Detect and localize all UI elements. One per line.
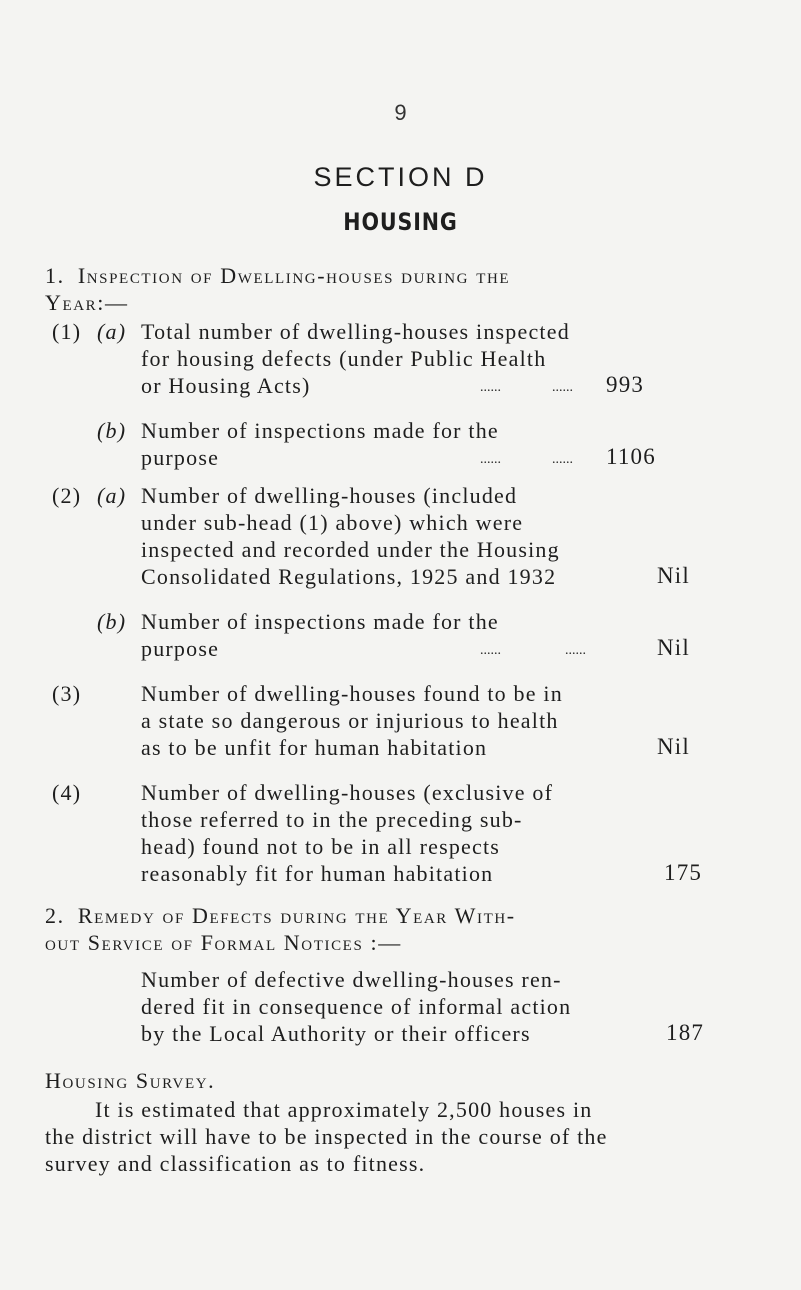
item-1a-line2: for housing defects (under Public Health [141, 346, 547, 371]
item-4-line4: reasonably fit for human habitation [141, 861, 494, 886]
item-1b-dots2: ...... [552, 452, 573, 467]
item-1a-line1: Total number of dwelling-houses inspected [141, 319, 570, 344]
item-4-line3: head) found not to be in all respects [141, 834, 501, 859]
s2-line1: Number of defective dwelling-houses ren- [141, 967, 562, 992]
item-4-number: (4) [52, 780, 82, 805]
s1-heading-text: Inspection of Dwelling-houses during the [77, 263, 511, 288]
main-heading: HOUSING [343, 208, 458, 236]
item-2a-value: Nil [657, 563, 690, 588]
s2-heading-line1 [45, 902, 516, 929]
page-number: 9 [394, 100, 407, 125]
item-1b-value: 1106 [606, 444, 656, 469]
item-4-line2: those referred to in the preceding sub- [141, 807, 523, 832]
item-1b-line2: purpose [141, 445, 220, 470]
item-4-line1: Number of dwelling-houses (exclusive of [141, 780, 554, 805]
item-3-line1: Number of dwelling-houses found to be in [141, 681, 563, 706]
item-1b-dots1: ...... [480, 452, 501, 467]
s2-heading-text: Remedy of Defects during the Year With- [77, 903, 516, 928]
item-2a-line2: under sub-head (1) above) which were [141, 510, 524, 535]
item-2b-value: Nil [657, 635, 690, 660]
s2-line3: by the Local Authority or their officers [141, 1021, 531, 1046]
item-1a-dots2: ...... [552, 380, 573, 395]
item-1a-dots1: ...... [480, 380, 501, 395]
s2-line2: dered fit in consequence of informal action [141, 994, 572, 1019]
item-3-line2: a state so dangerous or injurious to health [141, 708, 559, 733]
s2-value: 187 [666, 1020, 705, 1045]
s2-heading-number: 2. [45, 903, 65, 928]
item-2a-line4: Consolidated Regulations, 1925 and 1932 [141, 564, 557, 589]
item-2b-dots2: ...... [565, 643, 586, 658]
item-1a-letter: (a) [97, 319, 127, 344]
item-2b-line1: Number of inspections made for the [141, 609, 499, 634]
s3-line3: survey and classification as to fitness. [45, 1151, 426, 1176]
item-1-number: (1) [52, 319, 82, 344]
s3-line1: It is estimated that approximately 2,500 houses in [95, 1097, 593, 1122]
item-3-line3: as to be unfit for human habitation [141, 735, 488, 760]
s1-heading-line1 [45, 262, 510, 289]
s2-heading-line2: out Service of Formal Notices :— [45, 930, 402, 955]
s1-heading-number: 1. [45, 263, 65, 288]
item-1b-letter: (b) [97, 418, 127, 443]
s3-line2: the district will have to be inspected in the course of the [45, 1124, 608, 1149]
item-2a-line3: inspected and recorded under the Housing [141, 537, 560, 562]
item-4-value: 175 [664, 860, 703, 885]
item-2b-letter: (b) [97, 609, 127, 634]
s1-heading-line2: Year:— [45, 290, 129, 315]
item-2-number: (2) [52, 483, 82, 508]
item-2a-line1: Number of dwelling-houses (included [141, 483, 518, 508]
section-title: SECTION D [313, 162, 488, 192]
item-1b-line1: Number of inspections made for the [141, 418, 499, 443]
item-2b-dots1: ...... [480, 643, 501, 658]
item-2b-line2: purpose [141, 636, 220, 661]
item-3-number: (3) [52, 681, 82, 706]
item-3-value: Nil [657, 734, 690, 759]
item-1a-value: 993 [606, 372, 645, 397]
item-1a-line3: or Housing Acts) [141, 373, 311, 398]
item-2a-letter: (a) [97, 483, 127, 508]
s3-heading: Housing Survey. [45, 1068, 216, 1093]
